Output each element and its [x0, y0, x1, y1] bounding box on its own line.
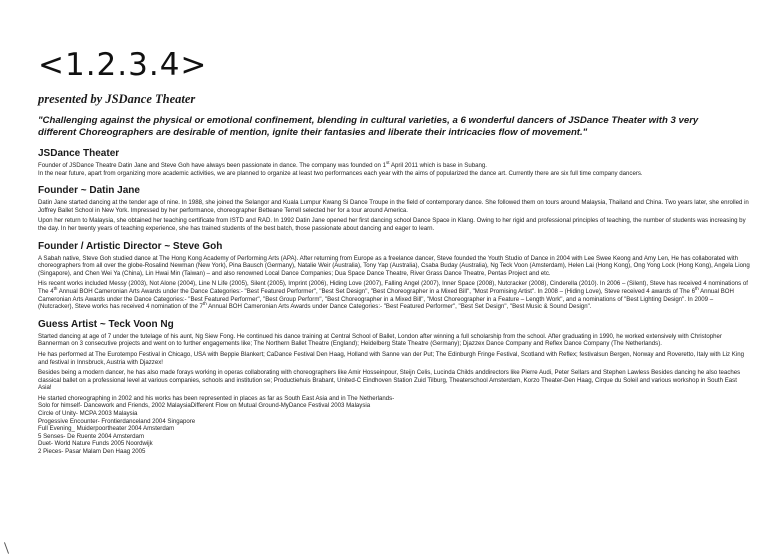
- paragraph: Upon her return to Malaysia, she obtained her teaching certificate from ISTD and RAD. In 1992 Datin Jane opened her first dancing school Dance Space in Klang. Owing to her rigid and professional principles of teaching, the number of students was increasing by the day. In her twenty years of teaching experience, she has trained students of the best batch, those passionate about dancing and eager to learn.: [38, 217, 746, 232]
- paragraph: He has performed at The Eurotempo Festival in Chicago, USA with Beppie Blankert; CaDance Festival Den Haag, Holland with Sanne van der Put; The Edinburgh Fringe Festival, Scotland with Reflex; festivalsun Bergen, Norway and Roveretto, Italy with Liz King and festival in Innsbruck, Austria with Djazzex!: [38, 350, 744, 366]
- paragraph: Started dancing at age of 7 under the tutelage of his aunt, Ng Siew Fong. He continued his dance training at Central School of Ballet, London after winning a full scholarship from the school. After graduating in 1990, he worked extensively with Christopher Bannerman on 3 consecutive projects and went on to further engagements like; The Northern Ballet Theatre (England); Heidelberg State Theatre (Germany); Djazzex Dance Company and Reflex Dance Company (The Netherlands).: [38, 332, 722, 348]
- page-title: <1.2.3.4>: [38, 47, 208, 83]
- text-run: Founder of JSDance Theatre Datin Jane and Steve Goh have always been passionate in dance. The company was founded on 1: [38, 162, 387, 169]
- section-steve-goh: [38, 241, 750, 311]
- section-heading: Founder / Artistic Director ~ Steve Goh: [38, 240, 223, 252]
- list-item: Full Evening_ Muiderpoortheater 2004 Amsterdam: [38, 425, 175, 433]
- superscript: th: [53, 285, 58, 291]
- list-item: 5 Senses- De Ruente 2004 Amsterdam: [38, 432, 145, 440]
- paragraph: Datin Jane started dancing at the tender age of nine. In 1988, she joined the Selangor and Kuala Lumpur Kwang Si Dance Troupe in the field of contemporary dance. She followed them on tours around Malaysia, Thailand and China. Two years later, she enrolled in Joffrey Ballet School in New York. Impressed by her performance, choreographer Betteane Terrell selected her for a tour around America.: [38, 199, 749, 214]
- intro-quote: "Challenging against the physical or emotional confinement, blending in cultural varieties, a 6 wonderful dancers of JSDance Theater with 3 very different Choreographers are desirable of mention, ignite their fantasies and liberate their intricacies flow of movement.": [38, 115, 699, 138]
- paragraph: A Sabah native, Steve Goh studied dance at The Hong Kong Academy of Performing Arts (APA). After returning from Europe as a freelance dancer, Steve founded the Youth Studio of Dance in 2004 with Lee Swee Keong and Amy Len, He has collaborated with choreographers from all over the globe-Rosalind Newman (New York), Pina Bausch (Germany), Natalie Weir (Australia), Tony Yap (Australia), Csaba Buday (Australia), Ng Teck Voon (Amsterdam), Helen Lai (Hong Kong), Ong Yong Lock (Hong Kong), Angela Liong (Singapore), and Chen Wei Ya (China), Lin Hwai Min (Taiwan) – and also renowned Local Dance Companies; Dua Space Dance Theatre, River Grass Dance Theatre, Pentas Project and etc.: [38, 254, 750, 277]
- list-item: Duet- World Nature Funds 2005 Noordwijk: [38, 440, 153, 448]
- text-run: Annual BOH Cameronian Arts Awards under the Dance Categories:- "Best Featured Performer", "Best Set Design", "Best Choreographer in a Mixed Bill", "Most Promising Artist". In 2008 – (Hiding Love), Steve received 4 awards of The 6: [57, 287, 695, 295]
- section-jsdance: [38, 148, 750, 177]
- section-datin-jane: [38, 185, 750, 232]
- superscript: th: [694, 285, 699, 291]
- list-item: 2 Pieces- Pasar Malam Den Haag 2005: [38, 448, 146, 456]
- works-list: [38, 402, 750, 455]
- paragraph: He started choreographing in 2002 and his works has been represented in places as far as South East Asia and in The Netherlands-: [38, 394, 395, 402]
- text-run: Annual BOH Cameronian Arts Awards under Dance Categories:- "Best Featured Performer", "Best Set Design", "Best Music & Sound Design".: [206, 303, 592, 311]
- paragraph: [38, 280, 750, 310]
- section-heading: Founder ~ Datin Jane: [38, 185, 140, 197]
- paragraph: [38, 159, 750, 170]
- list-item: Circle of Unity- MCPA 2003 Malaysia: [38, 410, 138, 418]
- section-heading: JSDance Theater: [38, 148, 120, 159]
- superscript: st: [386, 159, 390, 165]
- paragraph: Besides being a modern dancer, he has also made forays working in operas collaborating with choreographers like Amir Hosseinpour, Steijn Celis, Lucinda Childs anddirectors like Pierre Audi, Peter Sellars and Stephen Lawless Besides dancing he also teaches classical ballet on a professional level at various companies, schools and institution se; Productiehuis Brabant, United-C Eindhoven Station Zuid Tilburg, Theaterschool Amsterdam, Korzo Theater-Den Haag, Cirque du Soleil and various workshop in South East Asia!: [38, 369, 741, 392]
- scan-edge-mark: [4, 542, 9, 554]
- section-teck-voon-ng: [38, 319, 750, 456]
- list-item: Progessive Encounter- Frontierdanceland 2004 Singapore: [38, 417, 196, 425]
- text-run: His recent works included Messy (2003), Not Alone (2004), Line N Life (2005), Silent (2005), Imprint (2006), Hiding Love (2007), Falling Angel (2007), Inner Space (2008), Nutcracker (2008), Cinderella (2010). In 2006 – (Silent), Steve has received 4 nominations of The 4: [38, 280, 748, 295]
- paragraph: In the near future, apart from organizing more academic activities, we are planned to organize at least two performances each year with the aims of popularized the dance art. Currently there are six full time company dancers.: [38, 169, 643, 177]
- text-run: April 2011 which is base in Subang.: [389, 162, 487, 169]
- section-heading: Guess Artist ~ Teck Voon Ng: [38, 318, 174, 330]
- list-item: Solo for himself- Dancework and Friends, 2002 MalaysiaDifferent Flow on Mutual Ground-MyDance Festival 2003 Malaysia: [38, 402, 371, 410]
- text-run: Annual BOH Cameronian Arts Awards under the Dance Categories:- "Best Featured Performer", "Best Group Perform", "Best Choreographer in a Mixed Bill", "Most Choreographer in a Feature – Length Work", and a nominations of "Best Lighting Design". In 2009 – (Nutcracker), Steve works has received 4 nomination of the 7: [38, 287, 734, 311]
- superscript: th: [202, 301, 207, 307]
- document-body: [38, 148, 750, 456]
- presented-by: presented by JSDance Theater: [38, 92, 196, 106]
